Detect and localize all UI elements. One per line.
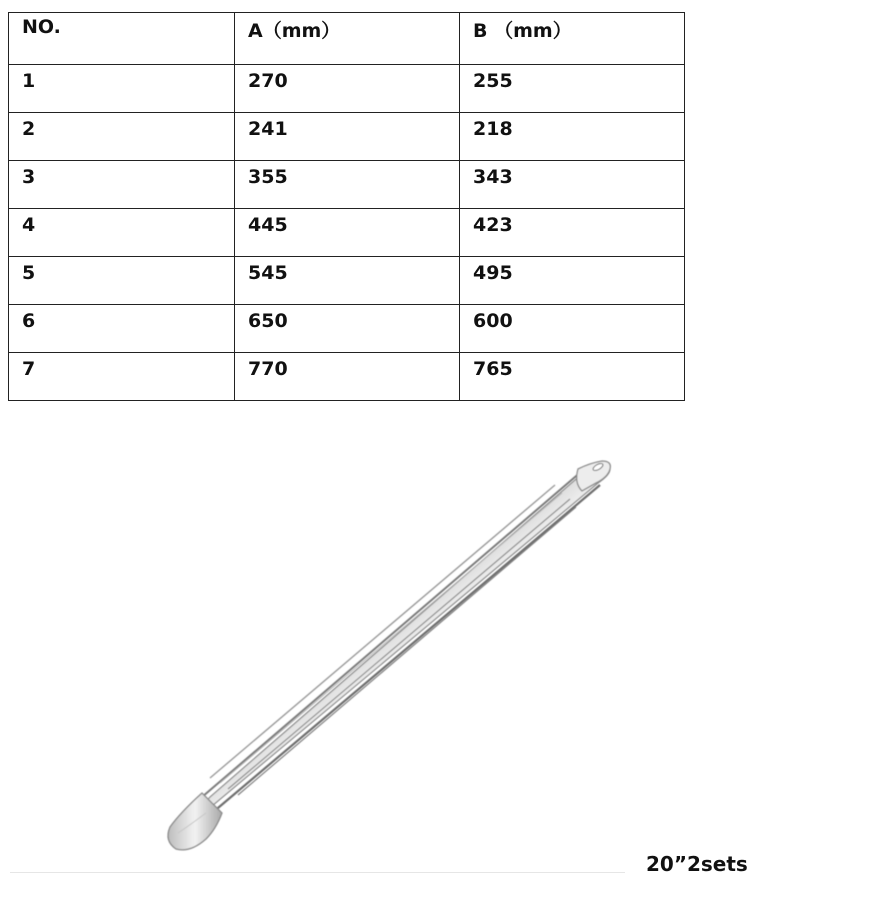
- cell-b: 343: [460, 161, 685, 209]
- cell-b: 495: [460, 257, 685, 305]
- header-a: A（mm）: [235, 13, 460, 65]
- tire-lever-icon: [150, 445, 630, 865]
- cell-no: 5: [9, 257, 235, 305]
- cell-no: 3: [9, 161, 235, 209]
- table-row: [9, 353, 685, 401]
- table-row: [9, 161, 685, 209]
- table-header-row: [9, 13, 685, 65]
- table-row: [9, 305, 685, 353]
- cell-b: 218: [460, 113, 685, 161]
- cell-b: 423: [460, 209, 685, 257]
- cell-no: 4: [9, 209, 235, 257]
- cell-a: 270: [235, 65, 460, 113]
- header-no: NO.: [9, 13, 235, 65]
- table-row: [9, 209, 685, 257]
- product-caption: 20”2sets: [646, 852, 748, 876]
- cell-a: 770: [235, 353, 460, 401]
- cell-b: 600: [460, 305, 685, 353]
- cell-no: 6: [9, 305, 235, 353]
- cell-no: 7: [9, 353, 235, 401]
- cell-a: 355: [235, 161, 460, 209]
- cell-a: 650: [235, 305, 460, 353]
- size-table: [8, 12, 685, 401]
- cell-b: 765: [460, 353, 685, 401]
- table-row: [9, 65, 685, 113]
- table-row: [9, 113, 685, 161]
- cell-no: 2: [9, 113, 235, 161]
- product-image: [150, 445, 630, 865]
- baseline-divider: [10, 872, 625, 873]
- cell-no: 1: [9, 65, 235, 113]
- cell-a: 545: [235, 257, 460, 305]
- header-b: B （mm）: [460, 13, 685, 65]
- cell-b: 255: [460, 65, 685, 113]
- cell-a: 445: [235, 209, 460, 257]
- table-row: [9, 257, 685, 305]
- cell-a: 241: [235, 113, 460, 161]
